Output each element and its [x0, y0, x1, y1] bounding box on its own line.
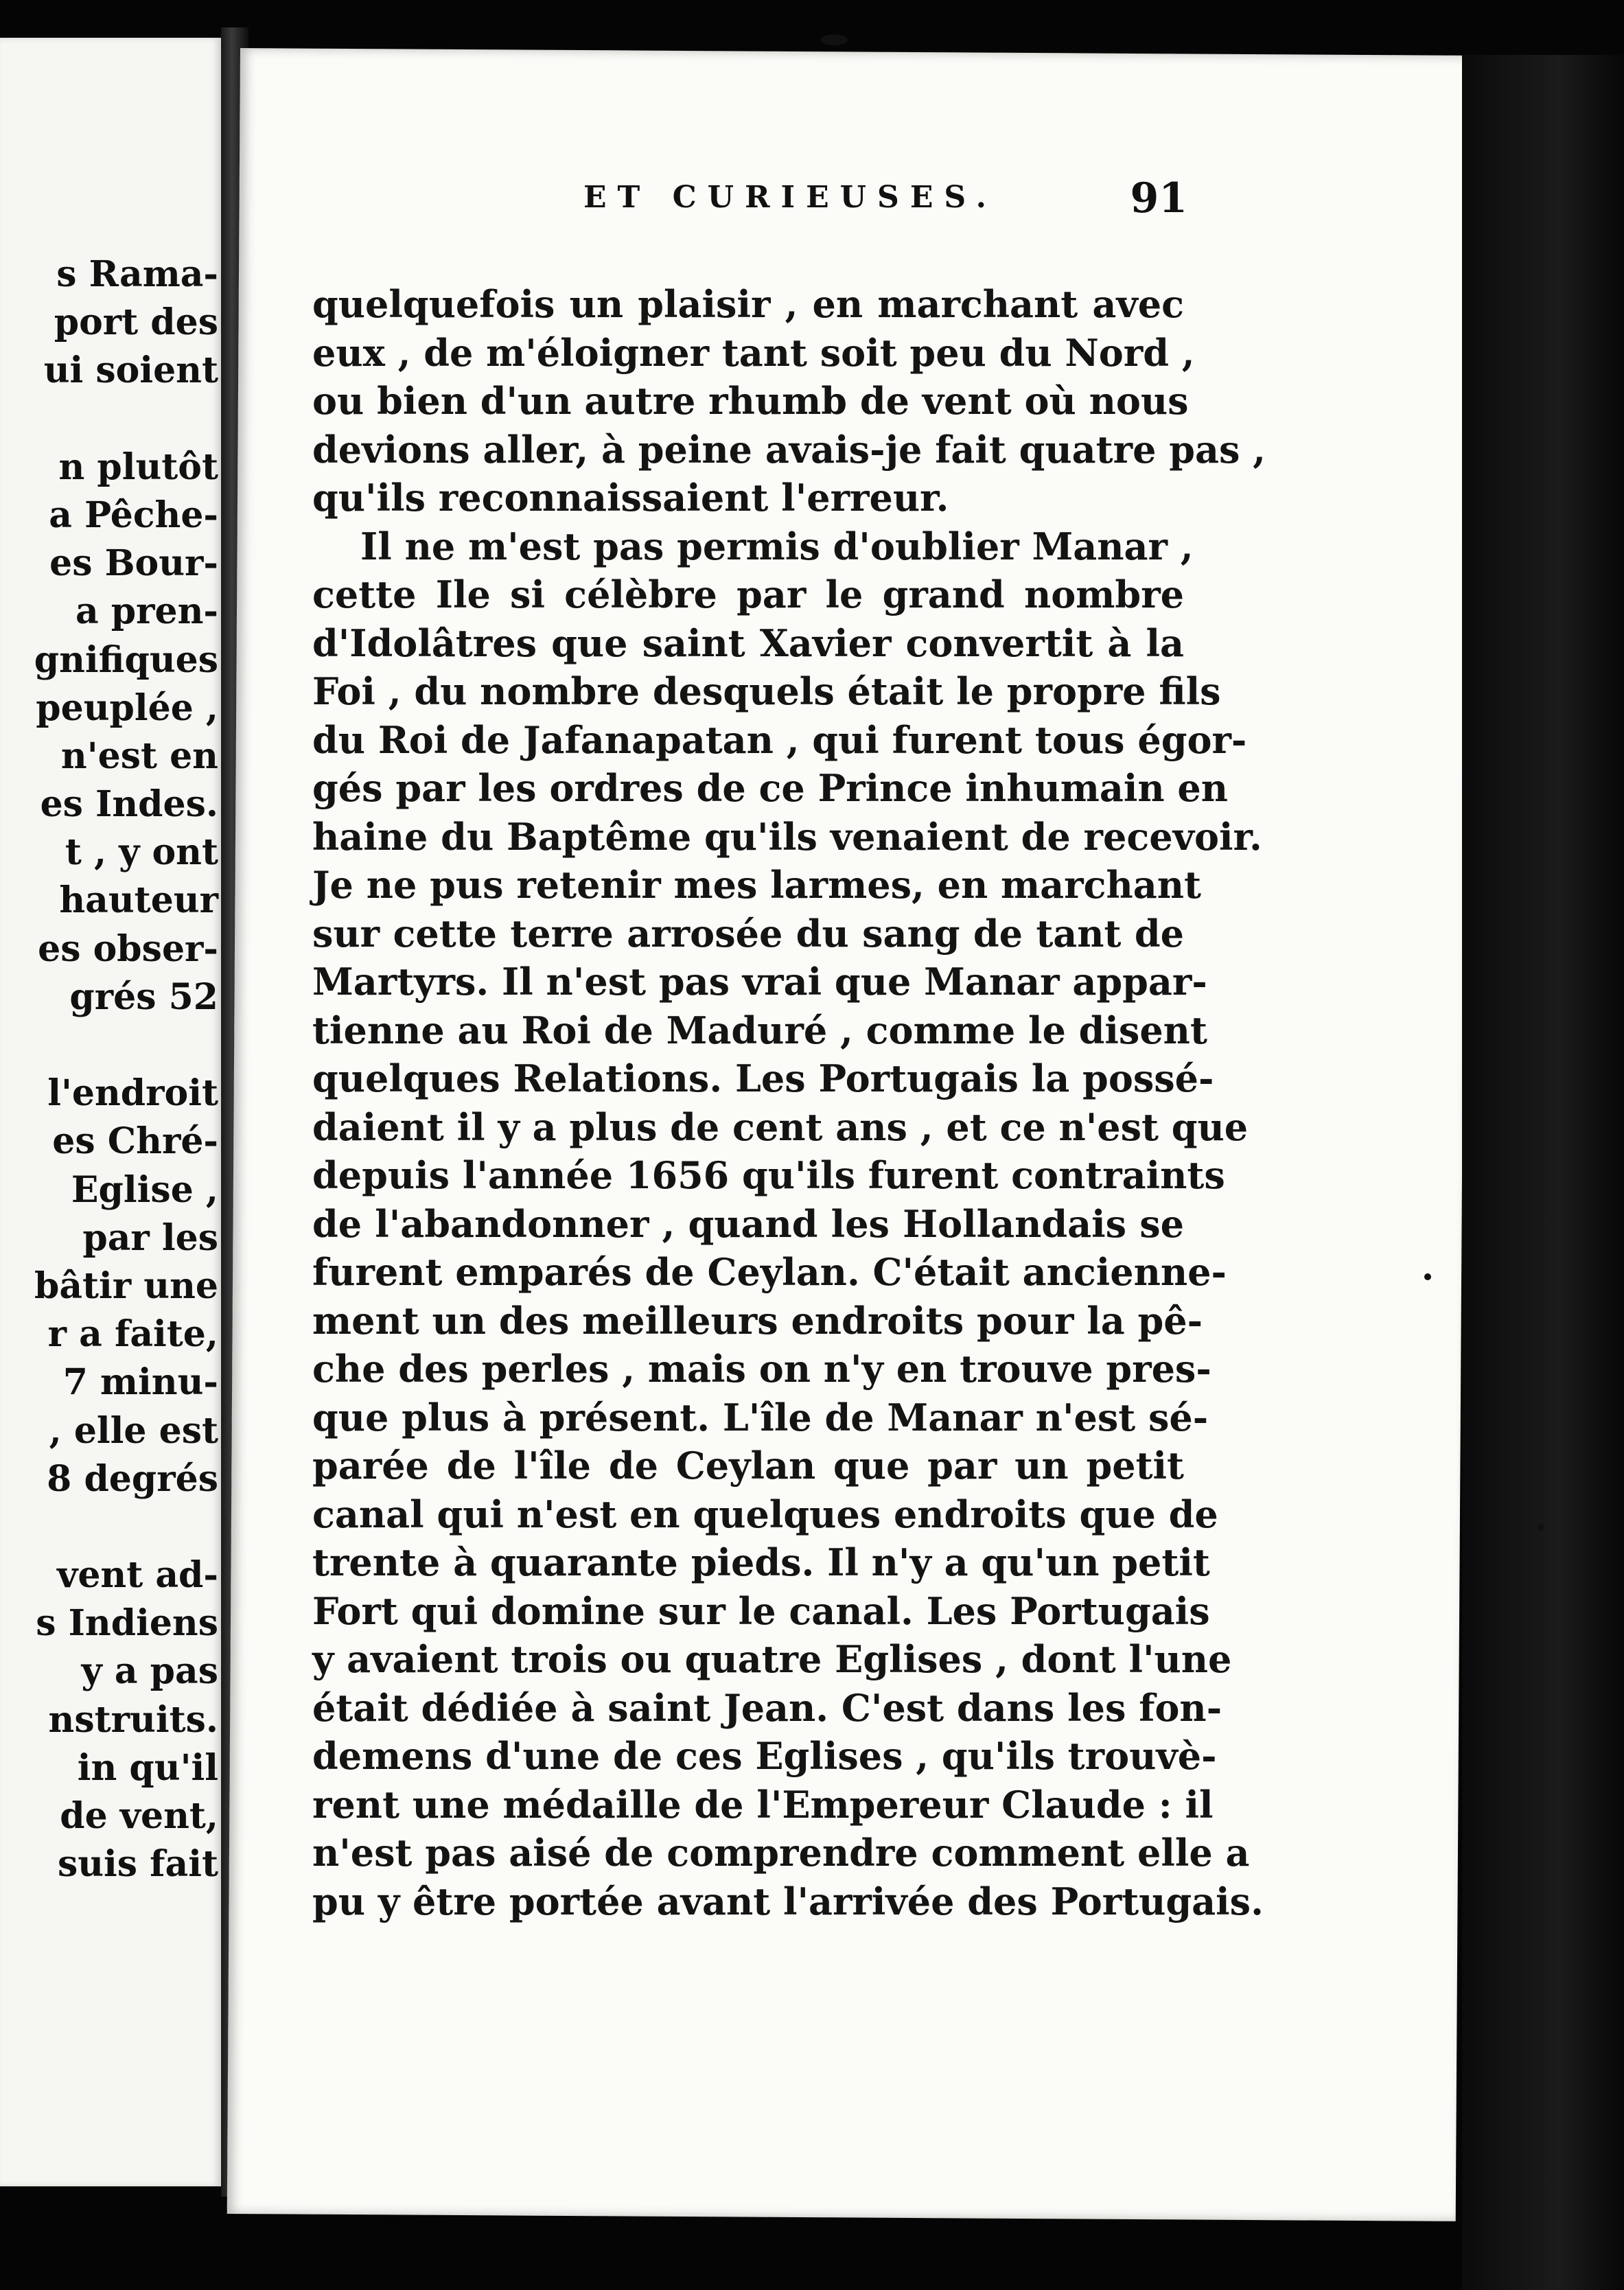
facing-page-line: , elle est	[49, 1409, 218, 1452]
facing-page-line: s Indiens	[36, 1602, 218, 1645]
text-line: canal qui n'est en quelques endroits que de	[312, 1492, 1218, 1536]
text-line: devions aller, à peine avais-je fait quatre pas ,	[312, 427, 1266, 472]
facing-page-line: ui soient	[43, 349, 218, 392]
print-speck	[820, 34, 848, 45]
facing-page-line: in qu'il	[77, 1746, 218, 1789]
facing-page-line: n'est en	[60, 735, 218, 777]
text-line: haine du Baptême qu'ils venaient de recevoir.	[312, 814, 1262, 859]
running-head	[336, 174, 1187, 235]
text-line: cette Ile si célèbre par le grand nombre	[312, 572, 1184, 616]
facing-page-line: Eglise ,	[71, 1168, 218, 1211]
facing-page-line: t , y ont	[65, 831, 218, 874]
print-speck	[1424, 1273, 1431, 1280]
facing-page-line: y a pas	[81, 1650, 218, 1693]
text-line: Fort qui domine sur le canal. Les Portugais	[312, 1588, 1210, 1633]
text-line: che des perles , mais on n'y en trouve pres-	[312, 1347, 1211, 1391]
text-line: y avaient trois ou quatre Eglises , dont l'une	[312, 1637, 1232, 1681]
facing-page-line: a Pêche-	[49, 494, 218, 536]
facing-page-line: port des	[54, 301, 218, 344]
text-line: Foi , du nombre desquels était le propre fils	[312, 669, 1221, 713]
text-line: tienne au Roi de Maduré , comme le disent	[312, 1008, 1207, 1052]
facing-page-line: suis fait	[57, 1843, 218, 1886]
facing-page-line	[34, 395, 218, 443]
text-line: trente à quarante pieds. Il n'y a qu'un petit	[312, 1540, 1210, 1584]
running-title: ET CURIEUSES.	[583, 180, 997, 215]
text-line: ou bien d'un autre rhumb de vent où nous	[312, 379, 1189, 423]
facing-page-text	[34, 251, 218, 1888]
facing-page-line: par les	[82, 1216, 218, 1259]
facing-page-line: r a faite,	[47, 1313, 218, 1356]
text-line: que plus à présent. L'île de Manar n'est sé-	[312, 1395, 1209, 1439]
facing-page-line: 7 minu-	[62, 1361, 218, 1404]
print-speck	[1538, 1524, 1544, 1531]
text-line: sur cette terre arrosée du sang de tant de	[312, 911, 1184, 956]
facing-page-line: nstruits.	[48, 1698, 218, 1741]
text-line: était dédiée à saint Jean. C'est dans les fon-	[312, 1685, 1222, 1730]
text-line: Il ne m'est pas permis d'oublier Manar ,	[360, 524, 1194, 568]
facing-page-line	[34, 1503, 218, 1551]
text-line: quelques Relations. Les Portugais la possé-	[312, 1056, 1214, 1100]
text-line: demens d'une de ces Eglises , qu'ils trouvè-	[312, 1734, 1217, 1778]
body-text	[312, 280, 1266, 1925]
facing-page-line	[34, 1021, 218, 1069]
text-line: gés par les ordres de ce Prince inhumain en	[312, 766, 1229, 810]
text-line: quelquefois un plaisir , en marchant avec	[312, 282, 1184, 326]
facing-page-line: es Indes.	[40, 783, 218, 826]
facing-page-line: s Rama-	[56, 253, 218, 295]
facing-page-line: a pren-	[75, 590, 218, 633]
facing-page-line: n plutôt	[58, 446, 218, 488]
page-number: 91	[1130, 174, 1187, 222]
facing-page-line: hauteur	[59, 879, 218, 922]
text-line: de l'abandonner , quand les Hollandais se	[312, 1201, 1184, 1246]
facing-page-line: gnifiques	[34, 638, 218, 681]
text-line: furent emparés de Ceylan. C'était ancienne-	[312, 1250, 1227, 1294]
text-line: parée de l'île de Ceylan que par un petit	[312, 1444, 1184, 1488]
text-line: depuis l'année 1656 qu'ils furent contraints	[312, 1153, 1225, 1197]
text-line: Martyrs. Il n'est pas vrai que Manar appar-	[312, 960, 1207, 1004]
text-line: rent une médaille de l'Empereur Claude : il	[312, 1782, 1214, 1827]
facing-page-line: es obser-	[38, 927, 218, 970]
text-line: pu y être portée avant l'arrivée des Portugais.	[312, 1879, 1264, 1923]
text-line: ment un des meilleurs endroits pour la pê-	[312, 1298, 1203, 1343]
text-line: d'Idolâtres que saint Xavier convertit à la	[312, 621, 1184, 665]
text-line: daient il y a plus de cent ans , et ce n'est que	[312, 1104, 1249, 1149]
book-edge-shadow	[1462, 55, 1624, 2290]
facing-page-line: vent ad-	[57, 1554, 218, 1597]
text-line: n'est pas aisé de comprendre comment elle a	[312, 1831, 1250, 1875]
facing-page-line: l'endroit	[47, 1072, 218, 1115]
text-line: du Roi de Jafanapatan , qui furent tous égor-	[312, 717, 1247, 762]
facing-page-line: de vent,	[60, 1795, 218, 1837]
facing-page-line: es Chré-	[52, 1120, 218, 1163]
text-line: eux , de m'éloigner tant soit peu du Nord ,	[312, 330, 1195, 375]
facing-page-line: 8 degrés	[47, 1457, 218, 1500]
facing-page-line: es Bour-	[49, 542, 218, 585]
facing-page-left	[0, 38, 221, 2186]
text-line: Je ne pus retenir mes larmes, en marchant	[312, 863, 1201, 907]
text-line: qu'ils reconnaissaient l'erreur.	[312, 476, 949, 520]
facing-page-line: peuplée ,	[36, 686, 218, 729]
facing-page-line: grés 52	[69, 975, 218, 1018]
facing-page-line: bâtir une	[34, 1264, 218, 1307]
